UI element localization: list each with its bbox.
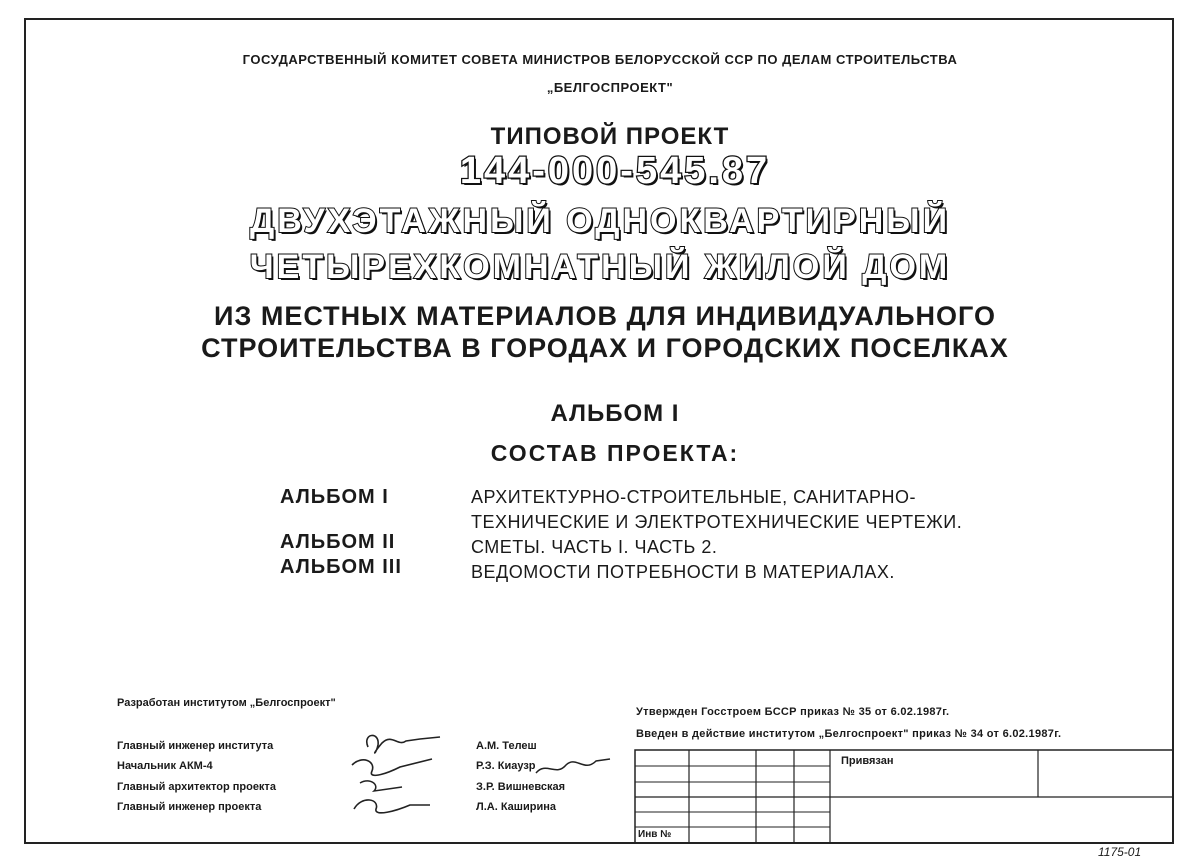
composition-heading: СОСТАВ ПРОЕКТА: <box>490 440 740 466</box>
stamp-grid-lines <box>634 749 1174 844</box>
album-item-desc: ВЕДОМОСТИ ПОТРЕБНОСТИ В МАТЕРИАЛАХ. <box>471 562 895 582</box>
album-item-name: АЛЬБОМ I <box>280 486 389 508</box>
type-label: ТИПОВОЙ ПРОЕКТ <box>490 123 730 150</box>
album-label: АЛЬБОМ I <box>550 400 680 427</box>
developer-text: Разработан институтом „Белгоспроект" <box>117 697 336 709</box>
institute-header: „БЕЛГОСПРОЕКТ" <box>546 80 674 95</box>
album-item-desc: АРХИТЕКТУРНО-СТРОИТЕЛЬНЫЕ, САНИТАРНО- <box>471 487 917 507</box>
committee-header: ГОСУДАРСТВЕННЫЙ КОМИТЕТ СОВЕТА МИНИСТРОВ БЕЛОРУССКОЙ ССР ПО ДЕЛАМ СТРОИТЕЛЬСТВА <box>242 52 958 67</box>
staff-role: Главный архитектор проекта <box>117 781 276 793</box>
subtitle-line-2: СТРОИТЕЛЬСТВА В ГОРОДАХ И ГОРОДСКИХ ПОСЕЛКАХ <box>201 333 1009 363</box>
staff-role: Главный инженер проекта <box>117 801 262 813</box>
staff-role: Главный инженер института <box>117 740 274 752</box>
stamp-tied-label: Привязан <box>841 755 894 767</box>
staff-role: Начальник АКМ-4 <box>117 760 213 772</box>
stamp-grid <box>634 749 1174 844</box>
approval-line-1: Утвержден Госстроем БССР приказ № 35 от 6.02.1987г. <box>636 706 950 718</box>
subtitle-line-1: ИЗ МЕСТНЫХ МАТЕРИАЛОВ ДЛЯ ИНДИВИДУАЛЬНОГО <box>214 301 996 331</box>
signatures-drawing <box>340 725 640 825</box>
staff-name: Л.А. Каширина <box>476 801 556 813</box>
album-item-name: АЛЬБОМ III <box>280 556 402 578</box>
project-number: 144-000-545.87 <box>459 150 771 192</box>
album-item-desc: ТЕХНИЧЕСКИЕ И ЭЛЕКТРОТЕХНИЧЕСКИЕ ЧЕРТЕЖИ. <box>471 512 963 532</box>
staff-name: Р.З. Киаузр <box>476 760 536 772</box>
approval-line-2: Введен в действие институтом „Белгоспроект" приказ № 34 от 6.02.1987г. <box>636 728 1062 740</box>
staff-name: З.Р. Вишневская <box>476 781 566 793</box>
title-line-1: ДВУХЭТАЖНЫЙ ОДНОКВАРТИРНЫЙ <box>249 202 951 240</box>
stamp-inventory-label: Инв № <box>638 829 672 840</box>
staff-name: А.М. Телеш <box>476 740 537 752</box>
title-line-2: ЧЕТЫРЕХКОМНАТНЫЙ ЖИЛОЙ ДОМ <box>249 248 951 286</box>
sheet-number: 1175-01 <box>1098 845 1142 859</box>
album-item-name: АЛЬБОМ II <box>280 531 396 553</box>
album-item-desc: СМЕТЫ. ЧАСТЬ I. ЧАСТЬ 2. <box>471 537 718 557</box>
